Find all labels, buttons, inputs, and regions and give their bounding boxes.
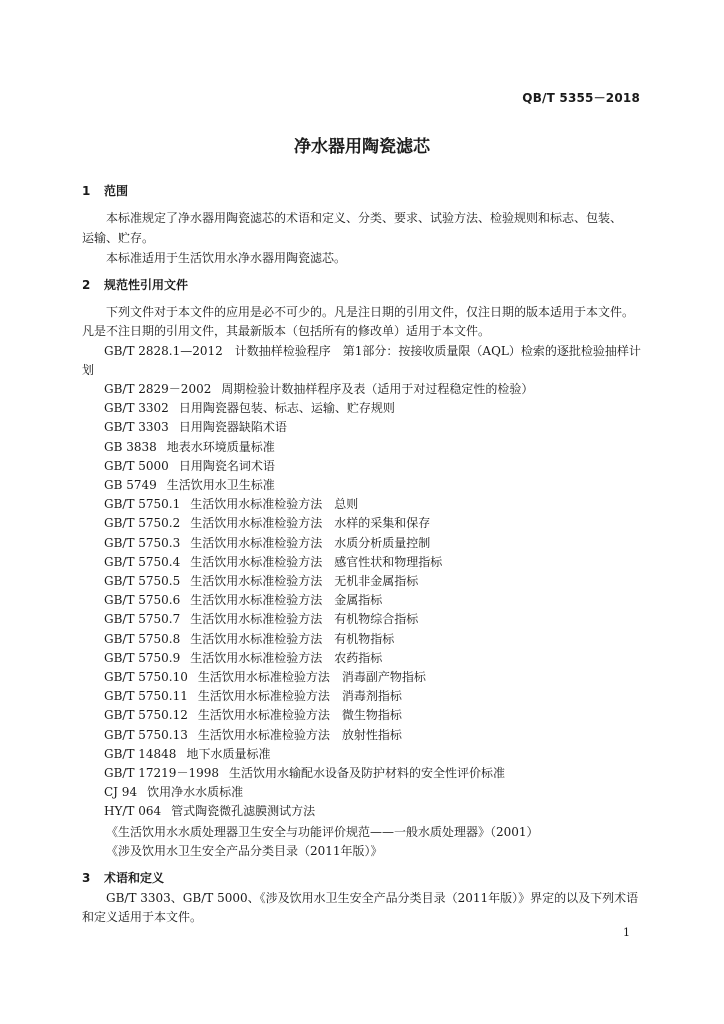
reference-item [104, 476, 533, 495]
reference-title: 生活饮用水标准检验方法 消毒剂指标 [197, 689, 402, 704]
reference-code: CJ 94 [104, 785, 138, 800]
reference-code: GB/T 5750.7 [104, 612, 181, 627]
reference-code: GB/T 5000 [104, 458, 169, 473]
reference-item [104, 630, 533, 649]
reference-title: 生活饮用水标准检验方法 水样的采集和保存 [190, 516, 431, 531]
section-3-para-line-2: 和定义适用于本文件。 [82, 910, 203, 924]
reference-title: 生活饮用水标准检验方法 金属指标 [190, 593, 383, 608]
reference-code: GB/T 5750.5 [104, 574, 181, 589]
reference-title: 日用陶瓷名词术语 [178, 458, 275, 473]
reference-item [104, 399, 533, 418]
reference-item [104, 726, 533, 745]
reference-item [104, 783, 533, 802]
reference-item [104, 802, 533, 821]
reference-code: GB 3838 [104, 439, 157, 454]
reference-title: 生活饮用水标准检验方法 消毒副产物指标 [197, 670, 426, 685]
reference-item [104, 418, 533, 437]
standard-number: QB/T 5355－2018 [522, 91, 640, 105]
section-2-intro-line-2: 凡是不注日期的引用文件，其最新版本（包括所有的修改单）适用于本文件。 [82, 324, 491, 338]
reference-code: GB/T 5750.4 [104, 554, 181, 569]
reference-item [104, 687, 533, 706]
reference-item [104, 572, 533, 591]
reference-code: GB/T 5750.6 [104, 593, 181, 608]
document-title: 净水器用陶瓷滤芯 [294, 137, 430, 157]
section-1-para-1-line-2: 运输、贮存。 [82, 231, 155, 245]
reference-title: 生活饮用水标准检验方法 感官性状和物理指标 [190, 554, 443, 569]
reference-item [104, 380, 533, 399]
reference-code: GB/T 3302 [104, 401, 169, 416]
reference-code: GB/T 3303 [104, 420, 169, 435]
reference-title: 日用陶瓷器包装、标志、运输、贮存规则 [178, 401, 395, 416]
reference-code: GB/T 5750.8 [104, 631, 181, 646]
reference-code: GB/T 5750.2 [104, 516, 181, 531]
reference-code: GB/T 5750.12 [104, 708, 188, 723]
reference-item [104, 668, 533, 687]
section-3-number: 3 [82, 871, 91, 885]
reference-title: 饮用净水水质标准 [147, 785, 244, 800]
reference-title: 生活饮用水标准检验方法 微生物指标 [197, 708, 402, 723]
reference-item [104, 534, 533, 553]
section-2-heading [82, 276, 188, 293]
reference-item [104, 764, 533, 783]
reference-item [104, 610, 533, 629]
reference-code: GB/T 14848 [104, 746, 177, 761]
reference-gbt-2828-line-2: 划 [82, 363, 95, 377]
reference-item [104, 495, 533, 514]
reference-item [104, 438, 533, 457]
section-1-para-1-line-1: 本标准规定了净水器用陶瓷滤芯的术语和定义、分类、要求、试验方法、检验规则和标志、包装、 [106, 211, 623, 225]
page-number: 1 [623, 926, 630, 939]
reference-code: GB/T 5750.1 [104, 497, 181, 512]
reference-title: 生活饮用水标准检验方法 放射性指标 [197, 727, 402, 742]
section-1-para-2: 本标准适用于生活饮用水净水器用陶瓷滤芯。 [106, 251, 347, 265]
reference-title: 生活饮用水标准检验方法 有机物指标 [190, 631, 395, 646]
reference-title: 生活饮用水标准检验方法 无机非金属指标 [190, 574, 419, 589]
section-1-heading [82, 182, 128, 199]
reference-title: 周期检验计数抽样程序及表（适用于对过程稳定性的检验） [221, 382, 534, 396]
reference-code: GB/T 5750.13 [104, 727, 188, 742]
section-3-title: 术语和定义 [104, 871, 165, 885]
reference-item [104, 706, 533, 725]
reference-code: GB/T 5750.3 [104, 535, 181, 550]
reference-list [104, 380, 533, 822]
reference-title: 生活饮用水标准检验方法 农药指标 [190, 650, 383, 665]
reference-title: 管式陶瓷微孔滤膜测试方法 [171, 804, 316, 819]
section-2-number: 2 [82, 278, 91, 292]
reference-item [104, 591, 533, 610]
reference-item [104, 457, 533, 476]
section-2-title: 规范性引用文件 [104, 278, 189, 292]
extra-reference-1: 《生活饮用水水质处理器卫生安全与功能评价规范——一般水质处理器》（2001） [106, 825, 539, 839]
reference-code: HY/T 064 [104, 804, 162, 819]
reference-code: GB/T 5750.9 [104, 650, 181, 665]
reference-title: 日用陶瓷器缺陷术语 [178, 420, 287, 435]
reference-title: 地下水质量标准 [186, 746, 271, 761]
section-2-intro-line-1: 下列文件对于本文件的应用是必不可少的。凡是注日期的引用文件，仅注日期的版本适用于本文件。 [106, 305, 635, 319]
reference-item [104, 514, 533, 533]
reference-title: 生活饮用水标准检验方法 总则 [190, 497, 359, 512]
reference-title: 地表水环境质量标准 [166, 439, 275, 454]
reference-code: GB/T 5750.10 [104, 670, 188, 685]
reference-item [104, 553, 533, 572]
reference-title: 生活饮用水输配水设备及防护材料的安全性评价标准 [228, 766, 505, 781]
reference-code: GB 5749 [104, 478, 157, 493]
section-3-para-line-1: GB/T 3303、GB/T 5000、《涉及饮用水卫生安全产品分类目录（2011年版）》界定的以及下列术语 [106, 891, 639, 905]
reference-item [104, 745, 533, 764]
reference-code: GB/T 17219－1998 [104, 766, 219, 781]
extra-reference-2: 《涉及饮用水卫生安全产品分类目录（2011年版）》 [106, 844, 383, 858]
reference-item [104, 649, 533, 668]
section-1-number: 1 [82, 184, 91, 198]
reference-title: 生活饮用水标准检验方法 水质分析质量控制 [190, 535, 431, 550]
reference-code: GB/T 5750.11 [104, 689, 188, 704]
reference-title: 生活饮用水卫生标准 [166, 478, 275, 493]
section-3-heading [82, 869, 164, 886]
reference-title: 生活饮用水标准检验方法 有机物综合指标 [190, 612, 419, 627]
reference-gbt-2828-line-1: GB/T 2828.1—2012 计数抽样检验程序 第1部分：按接收质量限（AQL）检索的逐批检验抽样计 [104, 344, 641, 358]
section-1-title: 范围 [104, 184, 129, 198]
reference-code: GB/T 2829－2002 [104, 382, 212, 396]
